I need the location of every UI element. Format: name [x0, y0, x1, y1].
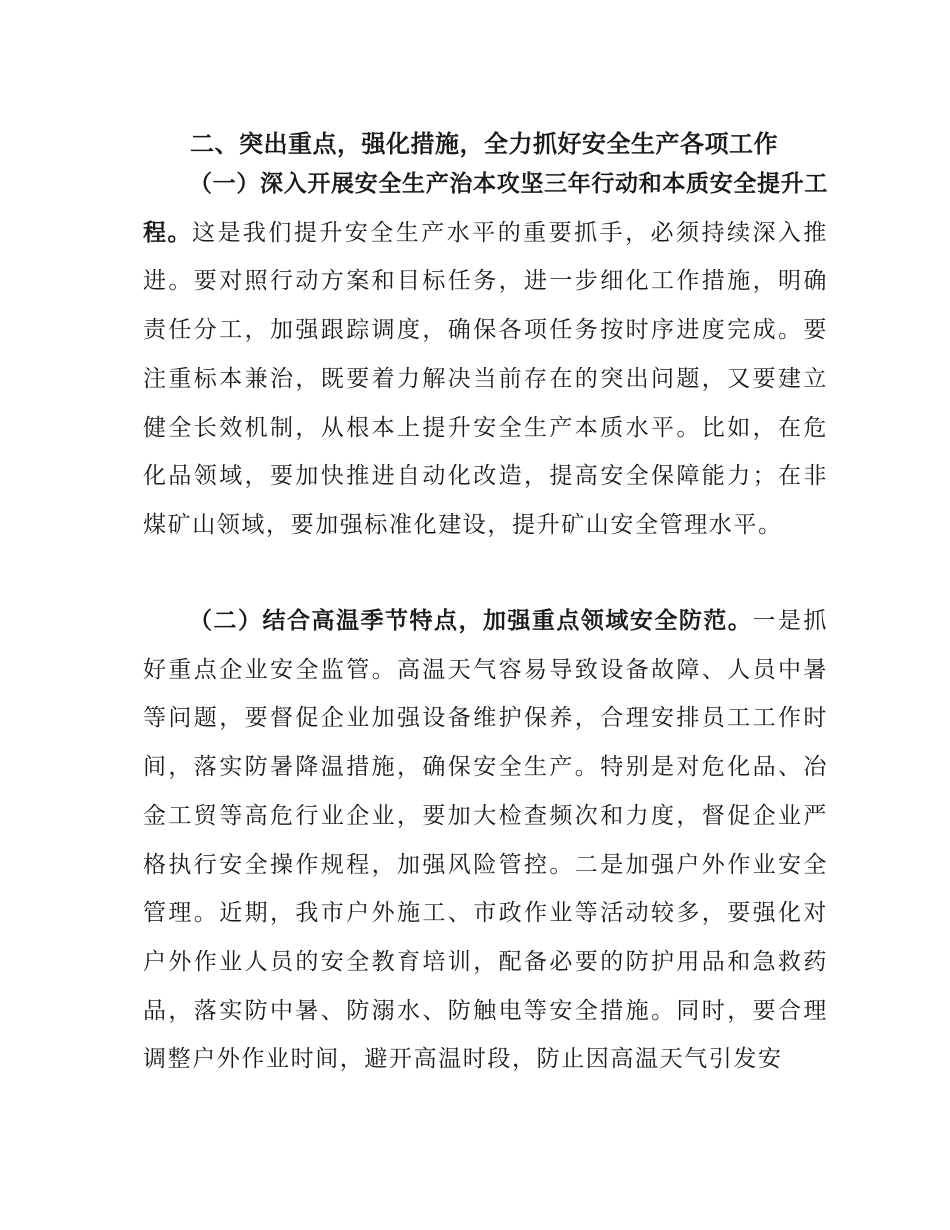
paragraph-2-body: 一是抓好重点企业安全监管。高温天气容易导致设备故障、人员中暑等问题，要督促企业加强设备维护保养，合理安排员工工作时间，落实防暑降温措施，确保安全生产。特别是对危化品、冶金工贸等高危行业企业，要加大检查频次和力度，督促企业严格执行安全操作规程，加强风险管控。二是加强户外作业安全管理。近期，我市户外施工、市政作业等活动较多，要强化对户外作业人员的安全教育培训，配备必要的防护用品和急救药品，落实防中暑、防溺水、防触电等安全措施。同时，要合理调整户外作业时间，避开高温时段，防止因高温天气引发安	[143, 608, 828, 1073]
section-heading: 二、突出重点，强化措施，全力抓好安全生产各项工作	[190, 130, 778, 158]
paragraph-2	[143, 597, 828, 1084]
paragraph-2-lead: （二）结合高温季节特点，加强重点领域安全防范。	[189, 608, 753, 634]
paragraph-1-lead: （一）深入开展安全生产治本攻坚三年行动和本质安全提升工程。	[143, 171, 828, 246]
paragraph-1	[143, 160, 828, 550]
paragraph-1-body: 这是我们提升安全生产水平的重要抓手，必须持续深入推进。要对照行动方案和目标任务，进一步细化工作措施，明确责任分工，加强跟踪调度，确保各项任务按时序进度完成。要注重标本兼治，既要着力解决当前存在的突出问题，又要建立健全长效机制，从根本上提升安全生产本质水平。比如，在危化品领域，要加快推进自动化改造，提高安全保障能力；在非煤矿山领域，要加强标准化建设，提升矿山安全管理水平。	[143, 219, 829, 538]
